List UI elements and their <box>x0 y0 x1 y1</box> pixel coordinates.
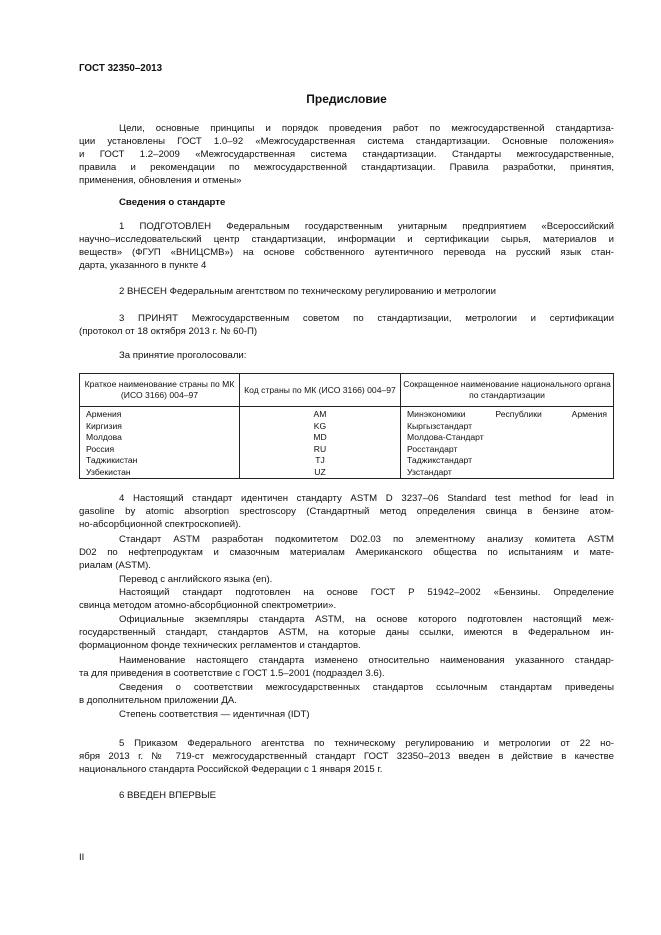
page-title: Предисловие <box>306 92 387 106</box>
table-cell: Росстандарт <box>401 444 614 456</box>
text-line: Цели, основные принципы и порядок проведения работ по межгосударственной стандартиза- <box>119 123 614 134</box>
text-line: национального стандарта Российской Федерации с 1 января 2015 г. <box>79 764 383 775</box>
page-number: II <box>79 852 85 863</box>
text-line: gasoline by atomic absorption spectroscopy (Стандартный метод определения свинца в бензине атом- <box>79 506 614 517</box>
item-1-paragraph <box>79 220 614 272</box>
table-cell: Молдова <box>80 432 240 444</box>
table-row <box>80 467 614 479</box>
text-line: свинца методом атомно-абсорбционной спектрометрии». <box>79 600 337 611</box>
text-line: 4 Настоящий стандарт идентичен стандарту ASTM D 3237–06 Standard test method for lead in <box>119 493 614 504</box>
table-cell: MD <box>240 432 401 444</box>
column-header: Краткое наименование страны по МК (ИСО 3166) 004–97 <box>80 374 240 407</box>
item-4-paragraph <box>79 492 614 531</box>
document-header: ГОСТ 32350–2013 <box>79 63 163 74</box>
table-row <box>80 444 614 456</box>
text-line: риалам (ASTM). <box>79 560 151 571</box>
table-cell: TJ <box>240 455 401 467</box>
table-cell: Россия <box>80 444 240 456</box>
item-2-paragraph <box>79 285 614 298</box>
text-line: (протокол от 18 октября 2013 г. № 60-П) <box>79 326 258 337</box>
text-line: ции установлены ГОСТ 1.0–92 «Межгосударственная система стандартизации. Основные положения» <box>79 136 614 147</box>
column-header: Сокращенное наименование национального органа по стандартизации <box>401 374 614 407</box>
text-line: Степень соответствия — идентичная (IDT) <box>119 709 310 720</box>
basis-paragraph <box>79 586 614 612</box>
text-line: 2 ВНЕСЕН Федеральным агентством по техническому регулированию и метрологии <box>119 286 497 297</box>
text-line: 1 ПОДГОТОВЛЕН Федеральным государственным унитарным предприятием «Всероссийский <box>119 221 614 232</box>
text-line: но-абсорбционной спектроскопией). <box>79 519 242 530</box>
text-line: и ГОСТ 1.2–2009 «Межгосударственная система стандартизации. Стандарты межгосударственные, <box>79 149 614 160</box>
text-line: формационном фонде технических регламентов и стандартов. <box>79 640 361 651</box>
text-line: в дополнительном приложении ДА. <box>79 695 237 706</box>
text-line: Стандарт ASTM разработан подкомитетом D02.03 по элементному анализу комитета ASTM <box>119 534 614 545</box>
text-line: веществ» (ФГУП «ВНИЦСМВ») на основе собственного аутентичного перевода на русский язык стан- <box>79 247 614 258</box>
text-line: государственный стандарт, стандартов ASTM, на которые даны ссылки, имеются в Федеральном ин- <box>79 627 614 638</box>
table-cell: Киргизия <box>80 421 240 433</box>
intro-paragraph <box>79 122 614 187</box>
table-cell: Узстандарт <box>401 467 614 479</box>
text-line: За принятие проголосовали: <box>119 350 247 361</box>
text-line: ября 2013 г. № 719-ст межгосударственный стандарт ГОСТ 32350–2013 введен в действие в качестве <box>79 751 614 762</box>
table-cell: KG <box>240 421 401 433</box>
text-line: Официальные экземпляры стандарта ASTM, на основе которого подготовлен настоящий меж- <box>119 614 614 625</box>
astm-paragraph <box>79 533 614 572</box>
table-cell: Таджикистан <box>80 455 240 467</box>
text-line: правила и рекомендации по межгосударственной стандартизации. Правила разработки, принятия, <box>79 162 614 173</box>
text-line: Сведения о соответствии межгосударственных стандартов ссылочным стандартам приведены <box>119 682 614 693</box>
text-line: 6 ВВЕДЕН ВПЕРВЫЕ <box>119 790 217 801</box>
item-6-paragraph <box>79 789 614 802</box>
section-heading <box>79 196 614 209</box>
name-change-paragraph <box>79 654 614 680</box>
translation-paragraph <box>79 573 614 586</box>
text-line: Наименование настоящего стандарта изменено относительно наименования указанного стандар- <box>119 655 614 666</box>
table-row <box>80 421 614 433</box>
table-cell: Таджикстандарт <box>401 455 614 467</box>
text-line: дарта, указанного в пункте 4 <box>79 260 207 271</box>
table-row <box>80 455 614 467</box>
text-line: та для приведения в соответствие с ГОСТ 1.5–2001 (подраздел 3.6). <box>79 668 385 679</box>
table-row <box>80 407 614 421</box>
table-cell: RU <box>240 444 401 456</box>
text-line: применения, обновления и отмены» <box>79 175 242 186</box>
conformity-info-paragraph <box>79 681 614 707</box>
vote-intro <box>79 349 614 362</box>
table-cell: Минэкономики Республики Армения <box>401 407 614 421</box>
text-line: научно–исследовательский центр стандартизации, информации и сертификации сырья, материалов и <box>79 234 614 245</box>
text-line: Сведения о стандарте <box>119 197 226 208</box>
text-line: 5 Приказом Федерального агентства по техническому регулированию и метрологии от 22 но- <box>119 738 614 749</box>
table-cell: AM <box>240 407 401 421</box>
text-line: 3 ПРИНЯТ Межгосударственным советом по стандартизации, метрологии и сертификации <box>119 313 614 324</box>
text-line: D02 по нефтепродуктам и смазочным материалам Американского общества по испытаниям и мате- <box>79 547 614 558</box>
table-row <box>80 432 614 444</box>
voting-table <box>79 373 614 479</box>
item-3-paragraph <box>79 312 614 338</box>
column-header: Код страны по МК (ИСО 3166) 004–97 <box>240 374 401 407</box>
table-cell: Молдова-Стандарт <box>401 432 614 444</box>
item-5-paragraph <box>79 737 614 776</box>
text-line: Перевод с английского языка (en). <box>119 574 273 585</box>
table-cell: UZ <box>240 467 401 479</box>
table-cell: Узбекистан <box>80 467 240 479</box>
official-copies-paragraph <box>79 613 614 652</box>
conformity-degree-paragraph <box>79 708 614 721</box>
text-line: Настоящий стандарт подготовлен на основе ГОСТ Р 51942–2002 «Бензины. Определение <box>119 587 614 598</box>
table-cell: Армения <box>80 407 240 421</box>
table-cell: Кыргызстандарт <box>401 421 614 433</box>
